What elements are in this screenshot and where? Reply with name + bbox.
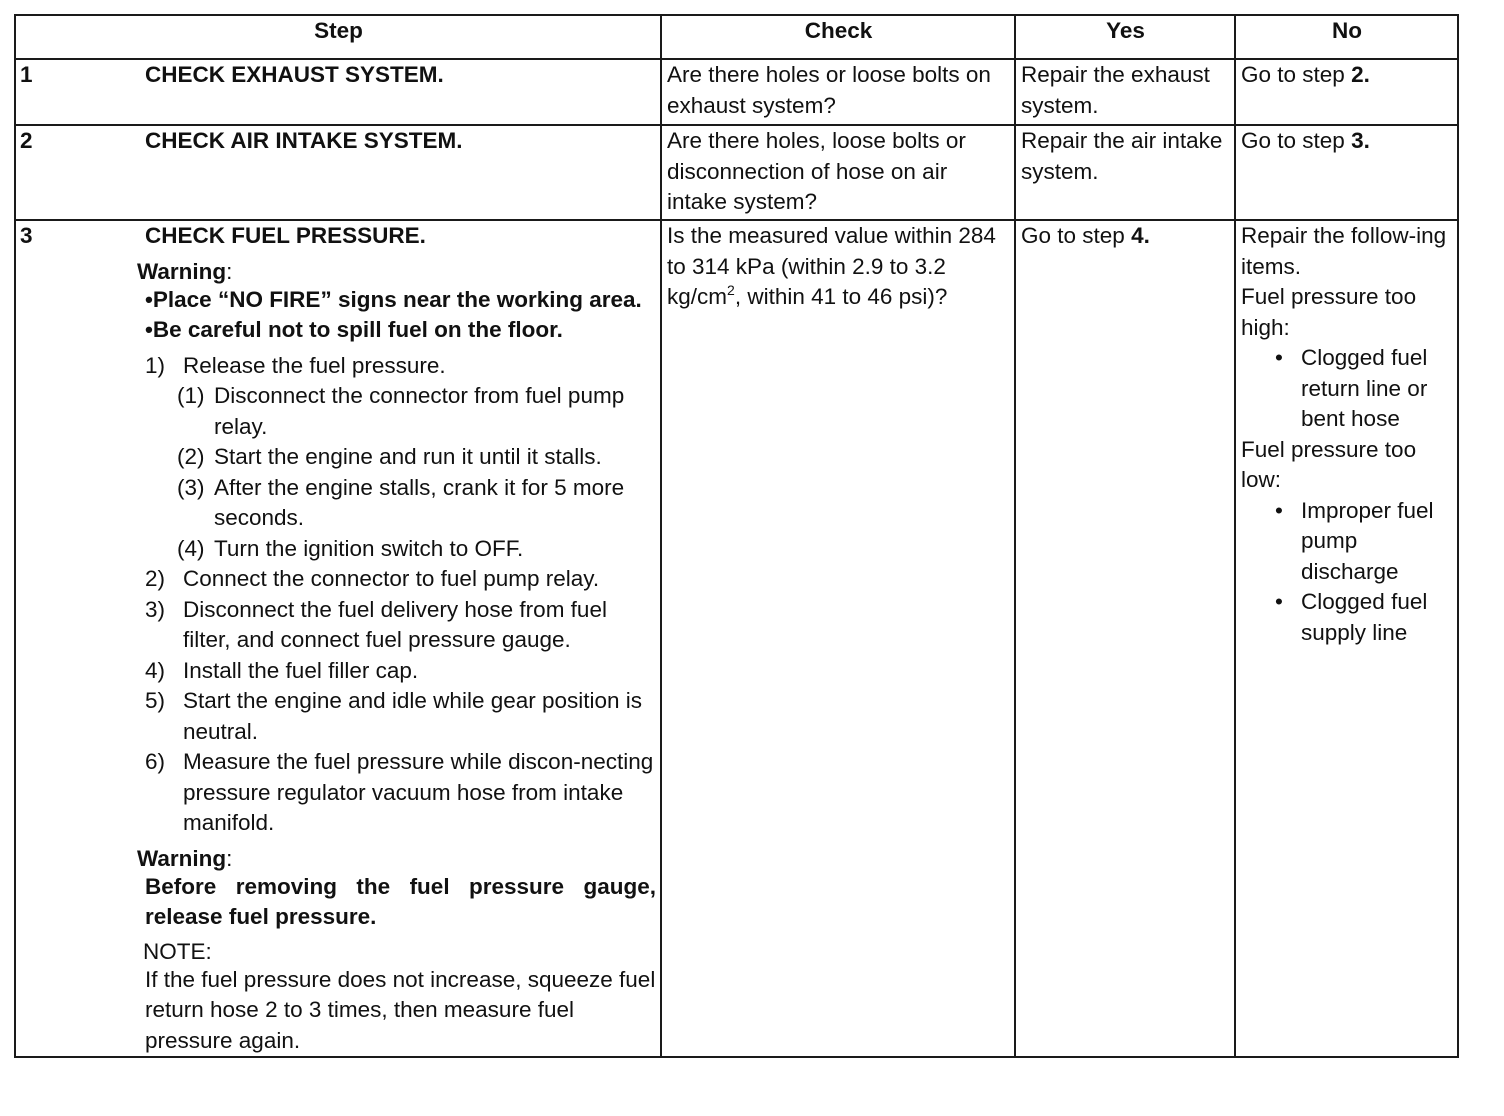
header-no: No <box>1235 15 1458 59</box>
diagnostic-table <box>14 14 1459 1058</box>
sub-step-list <box>177 381 656 564</box>
procedure-text: Install the fuel filler cap. <box>183 657 419 683</box>
no-intro: Repair the follow-ing items. <box>1241 223 1447 279</box>
bullet-item <box>1271 587 1453 648</box>
check-text: , within 41 to 46 psi)? <box>734 284 948 309</box>
warning-text: Place “NO FIRE” signs near the working area. <box>152 286 642 312</box>
bullet-text: Clogged fuel supply line <box>1301 589 1428 645</box>
no-high-label: Fuel pressure too high: <box>1241 284 1417 340</box>
no-low-label: Fuel pressure too low: <box>1241 436 1417 492</box>
sub-step-text: Disconnect the connector from fuel pump relay. <box>214 383 625 439</box>
yes-step-ref: 4. <box>1131 223 1150 248</box>
no-cell <box>1235 125 1458 220</box>
procedure-item <box>145 656 656 687</box>
no-step-ref: 2. <box>1351 62 1370 87</box>
sub-step-number: (4) <box>177 535 205 561</box>
procedure-item <box>145 747 656 839</box>
step-title: CHECK AIR INTAKE SYSTEM. <box>145 128 463 153</box>
procedure-number: 4) <box>145 657 166 683</box>
step-title: CHECK FUEL PRESSURE. <box>145 223 426 248</box>
check-cell: Are there holes or loose bolts on exhaust system? <box>661 59 1015 125</box>
yes-cell: Repair the exhaust system. <box>1015 59 1235 125</box>
yes-cell: Repair the air intake system. <box>1015 125 1235 220</box>
header-step: Step <box>15 15 661 59</box>
warning-colon: : <box>226 845 233 871</box>
bullet-glyph: • <box>145 286 153 312</box>
bullet-list <box>1271 343 1453 435</box>
procedure-text: Disconnect the fuel delivery hose from fuel filter, and connect fuel pressure gauge. <box>183 596 607 652</box>
step-title: CHECK EXHAUST SYSTEM. <box>145 62 444 87</box>
sub-step-number: (1) <box>177 383 205 408</box>
procedure-number: 6) <box>145 749 166 774</box>
procedure-number: 5) <box>145 688 166 713</box>
warning-body: Before removing the fuel pressure gauge, release fuel pressure. <box>145 873 656 929</box>
procedure-text: Connect the connector to fuel pump relay. <box>183 566 600 591</box>
procedure-item <box>145 595 656 656</box>
sub-step-item <box>177 442 656 473</box>
check-cell <box>661 220 1015 1057</box>
step-number: 1 <box>20 62 33 87</box>
step-number: 3 <box>20 223 33 248</box>
check-cell: Are there holes, loose bolts or disconnection of hose on air intake system? <box>661 125 1015 220</box>
procedure-number: 1) <box>145 352 166 378</box>
bullet-item <box>1271 496 1453 588</box>
sub-step-item <box>177 381 656 442</box>
warning-heading <box>137 259 656 285</box>
warning-item <box>145 285 656 316</box>
sub-step-text: Start the engine and run it until it stalls. <box>214 444 602 469</box>
sub-step-number: (2) <box>177 444 205 469</box>
header-row <box>15 15 1458 59</box>
bullet-glyph: • <box>1275 345 1283 370</box>
no-cell <box>1235 59 1458 125</box>
sub-step-number: (3) <box>177 474 205 500</box>
step-cell <box>15 125 661 220</box>
note-body: If the fuel pressure does not increase, squeeze fuel return hose 2 to 3 times, then measure fuel pressure again. <box>145 966 656 1053</box>
no-text: Go to step <box>1241 128 1352 153</box>
bullet-glyph: • <box>1275 589 1283 614</box>
procedure-text: Start the engine and idle while gear position is neutral. <box>183 688 643 744</box>
table-row <box>15 220 1458 1057</box>
no-cell <box>1235 220 1458 1057</box>
step-cell <box>15 220 661 1057</box>
procedure-item <box>145 686 656 747</box>
procedure-item <box>145 564 656 595</box>
step-cell <box>15 59 661 125</box>
warning-text: Be careful not to spill fuel on the floor. <box>152 317 563 342</box>
procedure-item <box>145 351 656 382</box>
sub-step-item <box>177 473 656 534</box>
check-text: Is the measured value within 284 to 314 kPa (within 2.9 to 3.2 kg/cm <box>667 223 996 309</box>
procedure-number: 3) <box>145 596 166 622</box>
sub-step-text: After the engine stalls, crank it for 5 more seconds. <box>214 474 625 530</box>
no-step-ref: 3. <box>1351 128 1370 153</box>
warning-label: Warning <box>137 845 227 871</box>
sub-step-item <box>177 534 656 565</box>
bullet-item <box>1271 343 1453 435</box>
bullet-text: Improper fuel pump discharge <box>1301 497 1434 584</box>
note-heading: NOTE: <box>143 938 212 964</box>
warning-label: Warning <box>137 258 227 284</box>
bullet-text: Clogged fuel return line or bent hose <box>1301 345 1428 431</box>
procedure-number: 2) <box>145 566 166 591</box>
procedure-text: Release the fuel pressure. <box>183 352 446 378</box>
header-yes: Yes <box>1015 15 1235 59</box>
table-row <box>15 125 1458 220</box>
procedure-list <box>145 351 656 839</box>
table-row <box>15 59 1458 125</box>
yes-text: Go to step <box>1021 223 1132 248</box>
warning-colon: : <box>226 258 233 284</box>
no-text: Go to step <box>1241 62 1352 87</box>
warning-item <box>145 315 656 346</box>
bullet-glyph: • <box>1275 497 1283 523</box>
warning-heading <box>137 846 656 872</box>
sub-step-text: Turn the ignition switch to OFF. <box>214 535 524 561</box>
header-check: Check <box>661 15 1015 59</box>
bullet-glyph: • <box>145 317 153 342</box>
bullet-list <box>1271 496 1453 649</box>
superscript: 2 <box>727 282 735 298</box>
yes-cell <box>1015 220 1235 1057</box>
procedure-text: Measure the fuel pressure while discon-necting pressure regulator vacuum hose from intake manifold. <box>183 749 654 835</box>
step-number: 2 <box>20 128 33 153</box>
